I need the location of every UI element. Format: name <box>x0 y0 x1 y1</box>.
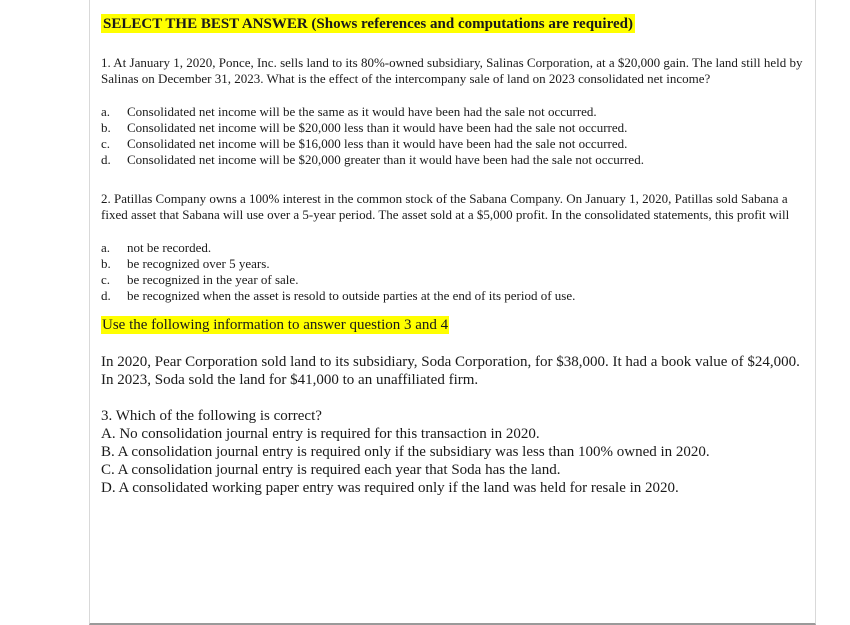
option-letter: c. <box>101 136 111 151</box>
option-text: Consolidated net income will be $20,000 greater than it would have been had the sale not occurred. <box>127 152 644 167</box>
question-2-option-c[interactable] <box>101 272 806 288</box>
option-text: be recognized in the year of sale. <box>127 272 299 287</box>
document-content <box>101 14 806 497</box>
question-3-option-c[interactable]: C. A consolidation journal entry is required each year that Soda has the land. <box>101 462 561 478</box>
option-text: not be recorded. <box>127 240 212 255</box>
option-letter: c. <box>101 272 111 287</box>
option-text: be recognized when the asset is resold to outside parties at the end of its period of use. <box>127 288 576 303</box>
question-1-option-b[interactable] <box>101 120 806 136</box>
question-2-option-d[interactable] <box>101 288 806 304</box>
option-letter: b. <box>101 256 111 271</box>
question-2-options <box>101 240 806 304</box>
info-paragraph: In 2020, Pear Corporation sold land to its subsidiary, Soda Corporation, for $38,000. It had a book value of $24,000. In 2023, Soda sold the land for $41,000 to an unaffiliated firm. <box>101 354 800 388</box>
question-1-text: 1. At January 1, 2020, Ponce, Inc. sells land to its 80%-owned subsidiary, Salinas Corporation, at a $20,000 gain. The land still held by Salinas on December 31, 2023. What is the effect of the intercompany sale of land on 2023 consolidated net income? <box>101 55 803 86</box>
question-2-option-b[interactable] <box>101 256 806 272</box>
question-3 <box>101 407 806 497</box>
option-letter: a. <box>101 104 111 119</box>
section-heading: SELECT THE BEST ANSWER (Shows references and computations are required) <box>103 16 633 32</box>
question-3-option-b[interactable]: B. A consolidation journal entry is required only if the subsidiary was less than 100% owned in 2020. <box>101 444 710 460</box>
question-2-option-a[interactable] <box>101 240 806 256</box>
question-1-option-a[interactable] <box>101 104 806 120</box>
option-text: Consolidated net income will be the same as it would have been had the sale not occurred. <box>127 104 597 119</box>
option-letter: a. <box>101 240 111 255</box>
question-1-option-d[interactable] <box>101 152 806 168</box>
question-1-options <box>101 104 806 168</box>
question-3-option-a[interactable]: A. No consolidation journal entry is required for this transaction in 2020. <box>101 426 540 442</box>
document-page <box>89 0 816 625</box>
option-text: Consolidated net income will be $16,000 less than it would have been had the sale not occurred. <box>127 136 628 151</box>
option-letter: b. <box>101 120 111 135</box>
option-text: Consolidated net income will be $20,000 less than it would have been had the sale not occurred. <box>127 120 628 135</box>
question-2-text: 2. Patillas Company owns a 100% interest in the common stock of the Sabana Company. On January 1, 2020, Patillas sold Sabana a fixed asset that Sabana will use over a 5-year period. The asset sold at a $5,000 profit. In the consolidated statements, this profit will <box>101 191 790 222</box>
question-1-option-c[interactable] <box>101 136 806 152</box>
option-letter: d. <box>101 288 111 303</box>
question-3-text: 3. Which of the following is correct? <box>101 408 322 424</box>
option-letter: d. <box>101 152 111 167</box>
question-3-option-d[interactable]: D. A consolidated working paper entry was required only if the land was held for resale in 2020. <box>101 480 679 496</box>
info-heading: Use the following information to answer question 3 and 4 <box>102 317 449 333</box>
option-text: be recognized over 5 years. <box>127 256 270 271</box>
